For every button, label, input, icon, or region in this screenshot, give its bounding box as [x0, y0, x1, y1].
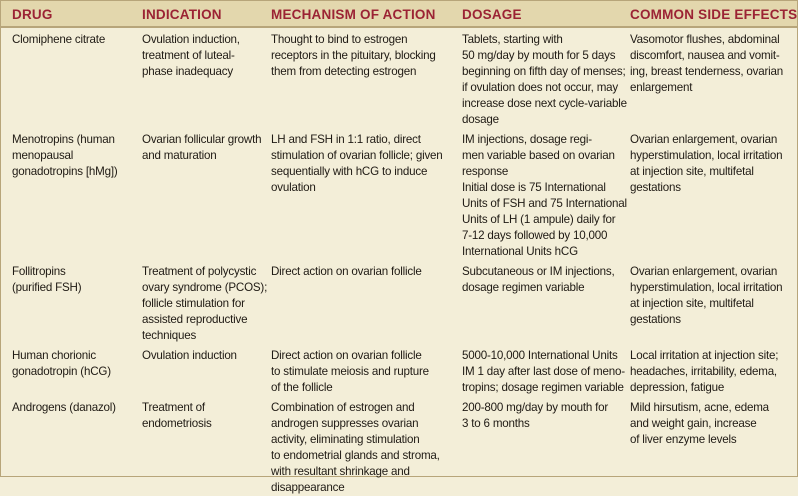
cell-line: to endometrial glands and stroma,	[271, 449, 440, 462]
cell-line: (purified FSH)	[12, 281, 82, 294]
cell-line: Vasomotor flushes, abdominal	[630, 33, 780, 46]
cell-line: to stimulate meiosis and rupture	[271, 365, 429, 378]
cell-line: enlargement	[630, 81, 693, 94]
cell-line: receptors in the pituitary, blocking	[271, 49, 436, 62]
cell-line: with resultant shrinkage and	[271, 465, 410, 478]
cell-line: phase inadequacy	[142, 65, 233, 78]
cell-line: dosage regimen variable	[462, 281, 585, 294]
cell-drug	[1, 344, 131, 396]
cell-line: Ovulation induction,	[142, 33, 240, 46]
cell-line: gonadotropin (hCG)	[12, 365, 111, 378]
table-row	[1, 27, 797, 128]
header-indication: INDICATION	[131, 1, 260, 27]
cell-line: Direct action on ovarian follicle	[271, 349, 422, 362]
cell-line: 200-800 mg/day by mouth for	[462, 401, 609, 414]
cell-line: hyperstimulation, local irritation	[630, 281, 783, 294]
cell-indication	[131, 344, 260, 396]
table-row	[1, 344, 797, 396]
cell-line: Direct action on ovarian follicle	[271, 265, 422, 278]
cell-mechanism	[260, 27, 451, 128]
cell-line: activity, eliminating stimulation	[271, 433, 420, 446]
cell-side-effects	[619, 128, 797, 260]
cell-line: Clomiphene citrate	[12, 33, 106, 46]
cell-line: stimulation of ovarian follicle; given	[271, 149, 443, 162]
cell-dosage	[451, 260, 619, 344]
table-row	[1, 260, 797, 344]
cell-line: Ovarian follicular growth	[142, 133, 262, 146]
cell-line: 3 to 6 months	[462, 417, 530, 430]
header-dosage: DOSAGE	[451, 1, 619, 27]
cell-dosage	[451, 344, 625, 396]
header-row	[1, 1, 797, 27]
cell-line: menopausal	[12, 149, 74, 162]
cell-line: androgen suppresses ovarian	[271, 417, 419, 430]
cell-line: tropins; dosage regimen variable	[462, 381, 624, 394]
cell-line: Thought to bind to estrogen	[271, 33, 408, 46]
cell-line: Treatment of polycystic	[142, 265, 257, 278]
cell-line: Initial dose is 75 International	[462, 181, 606, 194]
cell-line: endometriosis	[142, 417, 212, 430]
cell-line: International Units hCG	[462, 245, 578, 258]
cell-line: discomfort, nausea and vomit-	[630, 49, 780, 62]
cell-dosage	[451, 396, 619, 496]
cell-line: gestations	[630, 181, 681, 194]
cell-line: IM injections, dosage regi-	[462, 133, 592, 146]
cell-line: Follitropins	[12, 265, 66, 278]
cell-mechanism	[260, 344, 451, 396]
cell-line: Mild hirsutism, acne, edema	[630, 401, 769, 414]
cell-dosage	[451, 128, 627, 260]
cell-line: depression, fatigue	[630, 381, 725, 394]
cell-line: at injection site, multifetal	[630, 297, 754, 310]
cell-line: increase dose next cycle-variable	[462, 97, 627, 110]
cell-line: of liver enzyme levels	[630, 433, 737, 446]
cell-line: men variable based on ovarian	[462, 149, 615, 162]
cell-line: Ovarian enlargement, ovarian	[630, 265, 778, 278]
cell-line: LH and FSH in 1:1 ratio, direct	[271, 133, 421, 146]
cell-line: at injection site, multifetal	[630, 165, 754, 178]
cell-line: follicle stimulation for	[142, 297, 245, 310]
table-row	[1, 396, 797, 496]
cell-line: IM 1 day after last dose of meno-	[462, 365, 625, 378]
cell-line: them from detecting estrogen	[271, 65, 417, 78]
cell-line: hyperstimulation, local irritation	[630, 149, 783, 162]
cell-line: Ovarian enlargement, ovarian	[630, 133, 778, 146]
cell-mechanism	[260, 128, 451, 260]
cell-line: 5000-10,000 International Units	[462, 349, 618, 362]
cell-indication	[131, 27, 260, 128]
cell-line: ing, breast tenderness, ovarian	[630, 65, 783, 78]
cell-line: of the follicle	[271, 381, 333, 394]
cell-side-effects	[619, 396, 797, 496]
cell-drug	[1, 396, 131, 496]
header-mechanism: MECHANISM OF ACTION	[260, 1, 451, 27]
cell-line: Treatment of	[142, 401, 205, 414]
table-body	[1, 27, 797, 496]
cell-indication	[131, 128, 260, 260]
table-row	[1, 128, 797, 260]
cell-line: disappearance	[271, 481, 345, 494]
cell-dosage	[451, 27, 627, 128]
table-header	[1, 1, 797, 27]
cell-line: dosage	[462, 113, 499, 126]
cell-mechanism	[260, 396, 451, 496]
header-drug: DRUG	[1, 1, 131, 27]
cell-line: ovulation	[271, 181, 316, 194]
cell-line: ovary syndrome (PCOS);	[142, 281, 268, 294]
drug-table	[1, 1, 797, 496]
cell-line: and maturation	[142, 149, 217, 162]
cell-line: Ovulation induction	[142, 349, 237, 362]
cell-line: if ovulation does not occur, may	[462, 81, 619, 94]
cell-line: beginning on fifth day of menses;	[462, 65, 626, 78]
cell-line: gestations	[630, 313, 681, 326]
cell-indication	[131, 396, 260, 496]
cell-line: 50 mg/day by mouth for 5 days	[462, 49, 616, 62]
cell-line: Subcutaneous or IM injections,	[462, 265, 615, 278]
cell-drug	[1, 27, 131, 128]
cell-line: headaches, irritability, edema,	[630, 365, 777, 378]
cell-drug	[1, 128, 131, 260]
cell-line: 7-12 days followed by 10,000	[462, 229, 608, 242]
cell-side-effects	[619, 260, 797, 344]
cell-line: Menotropins (human	[12, 133, 115, 146]
cell-line: assisted reproductive	[142, 313, 248, 326]
header-side-effects: COMMON SIDE EFFECTS	[619, 1, 797, 27]
cell-line: Human chorionic	[12, 349, 96, 362]
cell-line: Units of FSH and 75 International	[462, 197, 627, 210]
cell-drug	[1, 260, 131, 344]
cell-line: Local irritation at injection site;	[630, 349, 779, 362]
cell-mechanism	[260, 260, 451, 344]
cell-line: Tablets, starting with	[462, 33, 563, 46]
cell-side-effects	[619, 27, 797, 128]
cell-line: and weight gain, increase	[630, 417, 757, 430]
cell-side-effects	[619, 344, 797, 396]
cell-line: treatment of luteal-	[142, 49, 235, 62]
cell-line: sequentially with hCG to induce	[271, 165, 428, 178]
cell-line: Units of LH (1 ampule) daily for	[462, 213, 616, 226]
cell-line: response	[462, 165, 509, 178]
cell-line: Androgens (danazol)	[12, 401, 116, 414]
cell-line: Combination of estrogen and	[271, 401, 415, 414]
cell-line: gonadotropins [hMg])	[12, 165, 118, 178]
cell-line: techniques	[142, 329, 197, 342]
cell-indication	[131, 260, 268, 344]
